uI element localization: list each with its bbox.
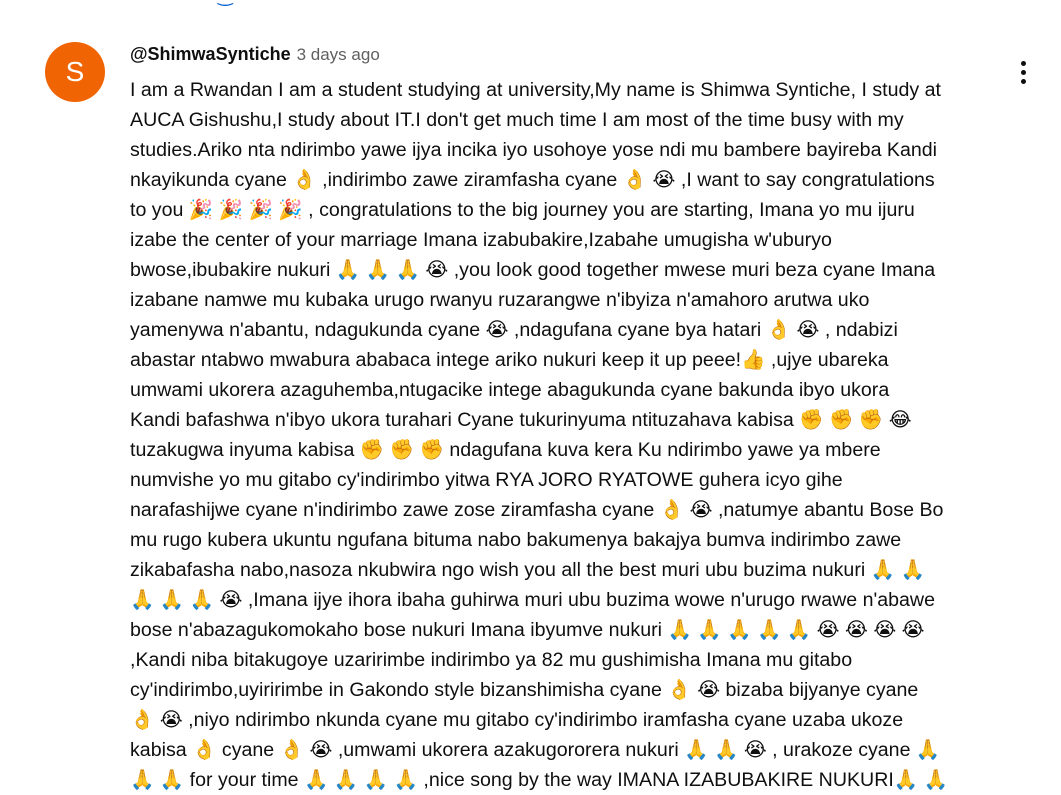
comment-line: numvishe yo mu gitabo cy'indirimbo yitwa RYA JORO RYATOWE guhera icyo gihe (130, 469, 843, 491)
menu-dot (1021, 61, 1026, 66)
comment-line: tuzakugwa inyuma kabisa ✊ ✊ ✊ ndagufana kuva kera Ku ndirimbo yawe ya mbere (130, 439, 881, 461)
comment-line: umwami ukorera azaguhemba,ntugacike intege abagukunda cyane bakunda ibyo ukora (130, 379, 890, 401)
comment-line: cy'indirimbo,uyiririmbe in Gakondo style bizanshimisha cyane 👌 😭 bizaba bijyanye cyane (130, 679, 919, 701)
comment-timestamp[interactable]: 3 days ago (296, 45, 380, 64)
comment-line: abastar ntabwo mwabura ababaca intege ariko nukuri keep it up peee!👍 ,ujye ubareka (130, 349, 889, 371)
avatar[interactable]: S (45, 42, 105, 102)
comment-line: bwose,ibubakire nukuri 🙏 🙏 🙏 😭 ,you look good together mwese muri beza cyane Imana (130, 259, 936, 281)
comment-line: Kandi bafashwa n'ibyo ukora turahari Cyane tukurinyuma ntituzahava kabisa ✊ ✊ ✊ 😂 (130, 409, 912, 431)
comment-line: to you 🎉 🎉 🎉 🎉 , congratulations to the big journey you are starting, Imana yo mu ijuru (130, 199, 915, 221)
author-name[interactable]: @ShimwaSyntiche (130, 44, 291, 64)
menu-dot (1021, 70, 1026, 75)
comment-line: izabe the center of your marriage Imana izabubakire,Izabahe umugisha w'uburyo (130, 229, 832, 251)
comment-line: mu rugo kubera ukuntu ngufana bituma nabo bakumenya bakajya bumva indirimbo zawe (130, 529, 902, 551)
comment-line: 👌 😭 ,niyo ndirimbo nkunda cyane mu gitabo cy'indirimbo iramfasha cyane uzaba ukoze (130, 709, 904, 731)
comment-header (130, 44, 380, 68)
comment-line: I am a Rwandan I am a student studying at university,My name is Shimwa Syntiche, I study at (130, 79, 941, 101)
comment-line: kabisa 👌 cyane 👌 😭 ,umwami ukorera azakugororera nukuri 🙏 🙏 😭 , urakoze cyane 🙏 (130, 739, 941, 761)
menu-dot (1021, 79, 1026, 84)
comment-line: ,Kandi niba bitakugoye uzaririmbe indirimbo ya 82 mu gushimisha Imana mu gitabo (130, 649, 853, 671)
comment-line: 🙏 🙏 for your time 🙏 🙏 🙏 🙏 ,nice song by the way IMANA IZABUBAKIRE NUKURI🙏 🙏 (130, 769, 949, 791)
comment-line: 🙏 🙏 🙏 😭 ,Imana ijye ihora ibaha guhirwa muri ubu buzima wowe n'urugo rwawe n'abawe (130, 589, 935, 611)
comment-line: yamenywa n'abantu, ndagukunda cyane 😭 ,ndagufana cyane bya hatari 👌 😭 , ndabizi (130, 319, 898, 341)
comment-line: bose n'abazagukomokaho bose nukuri Imana ibyumve nukuri 🙏 🙏 🙏 🙏 🙏 😭 😭 😭 😭 (130, 619, 925, 641)
comment-line: zikabafasha nabo,nasoza nkubwira ngo wish you all the best muri ubu buzima nukuri 🙏 🙏 (130, 559, 925, 581)
comment-line: izabane namwe mu kubaka urugo rwanyu ruzarangwe n'ibyiza n'amahoro arutwa uko (130, 289, 870, 311)
comment-line: narafashijwe cyane n'indirimbo zawe zose ziramfasha cyane 👌 😭 ,natumye abantu Bose Bo (130, 499, 944, 521)
more-vert-icon[interactable] (1008, 56, 1038, 88)
comment-line: studies.Ariko nta ndirimbo yawe ijya incika iyo usohoye yose ndi mu bambere bayireba Kandi (130, 139, 938, 161)
comment-line: nkayikunda cyane 👌 ,indirimbo zawe ziramfasha cyane 👌 😭 ,I want to say congratulations (130, 169, 935, 191)
comment-line: AUCA Gishushu,I study about IT.I don't get much time I am most of the time busy with my (130, 109, 904, 131)
comment-text (130, 75, 1000, 795)
